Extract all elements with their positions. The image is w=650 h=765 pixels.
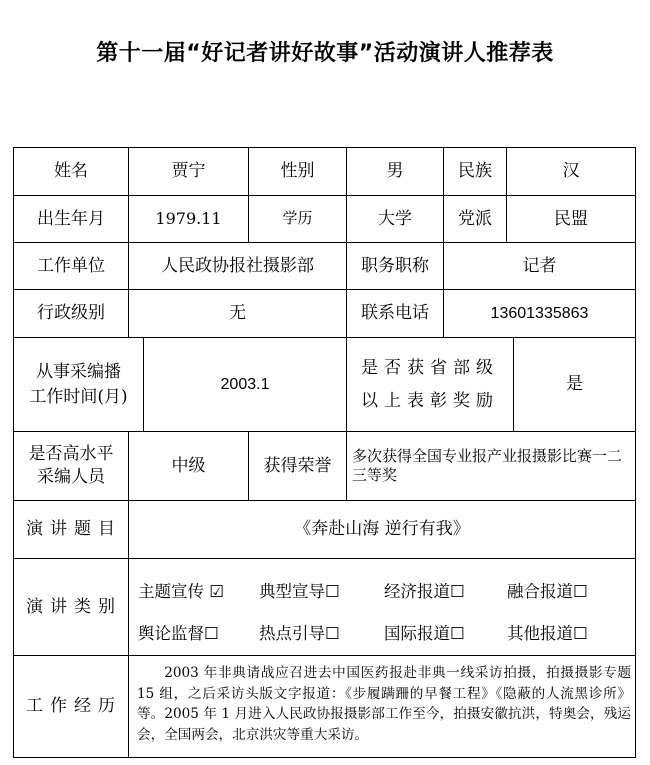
education-value: 大学 bbox=[378, 208, 412, 229]
birth-value: 1979.11 bbox=[155, 209, 222, 229]
award-question-label bbox=[347, 338, 513, 431]
category-option[interactable]: 主题宣传 ☑ bbox=[138, 582, 225, 601]
honors-value: 多次获得全国专业报产业报摄影比赛一二三等奖 bbox=[352, 446, 623, 484]
work-time-label-line2: 工作时间(月) bbox=[29, 386, 128, 407]
col-line bbox=[346, 431, 347, 500]
award-question-line2: 以上表彰奖励 bbox=[361, 390, 499, 411]
page-title: 第十一届“好记者讲好故事”活动演讲人推荐表 bbox=[96, 41, 554, 66]
position-value: 记者 bbox=[522, 255, 557, 276]
category-option[interactable]: 融合报道☐ bbox=[507, 582, 588, 601]
category-option[interactable]: 国际报道☐ bbox=[384, 624, 465, 643]
award-question-line1: 是否获省部级 bbox=[361, 358, 499, 379]
ethnicity-value: 汉 bbox=[562, 161, 580, 182]
experience-label: 工作经历 bbox=[26, 696, 122, 717]
experience-text: 2003 年非典请战应召进去中国医药报赴非典一线采访拍摄，拍摄摄影专题 15 组，之后采访头版文字报道：《步履蹒跚的早餐工程》《隐蔽的人流黑诊所》等。2005 年 1 月进入人民政协报摄影部工作至今，拍摄安徽抗洪，特奥会，残运会，全国两会，北京洪灾等重大采访。 bbox=[137, 665, 631, 743]
speech-title-value: 《奔赴山海 逆行有我》 bbox=[294, 519, 470, 540]
gender-label: 性别 bbox=[280, 161, 315, 182]
admin-level-label: 行政级别 bbox=[37, 303, 105, 324]
employer-label: 工作单位 bbox=[37, 255, 105, 276]
honors-label: 获得荣誉 bbox=[263, 455, 332, 476]
work-time-label-line1: 从事采编播 bbox=[36, 361, 121, 382]
high-level-value: 中级 bbox=[171, 455, 206, 476]
phone-label: 联系电话 bbox=[361, 303, 429, 324]
gender-value: 男 bbox=[386, 161, 404, 182]
admin-level-value: 无 bbox=[229, 303, 246, 324]
party-value: 民盟 bbox=[554, 208, 588, 229]
category-option[interactable]: 舆论监督☐ bbox=[138, 624, 219, 643]
high-level-label-line1: 是否高水平 bbox=[28, 444, 114, 465]
table-border-right bbox=[635, 147, 636, 758]
party-label: 党派 bbox=[458, 208, 492, 229]
category-option[interactable]: 典型宣导☐ bbox=[259, 582, 340, 601]
education-label: 学历 bbox=[282, 209, 313, 228]
ethnicity-label: 民族 bbox=[458, 161, 492, 182]
phone-value: 13601335863 bbox=[490, 304, 589, 322]
category-option[interactable]: 经济报道☐ bbox=[384, 582, 465, 601]
name-label: 姓名 bbox=[54, 161, 88, 182]
high-level-label bbox=[14, 432, 128, 500]
speech-title-label: 演讲题目 bbox=[26, 519, 122, 540]
work-time-value: 2003.1 bbox=[220, 375, 270, 393]
high-level-label-line2: 采编人员 bbox=[37, 467, 105, 487]
employer-value: 人民政协报社摄影部 bbox=[161, 255, 314, 276]
award-question-value: 是 bbox=[566, 374, 583, 395]
table-border-bottom bbox=[13, 757, 636, 758]
work-time-label bbox=[14, 338, 143, 431]
category-label: 演讲类别 bbox=[26, 596, 122, 617]
category-option[interactable]: 其他报道☐ bbox=[507, 624, 588, 643]
name-value: 贾宁 bbox=[171, 161, 206, 182]
position-label: 职务职称 bbox=[361, 255, 429, 276]
category-option[interactable]: 热点引导☐ bbox=[259, 624, 340, 643]
birth-label: 出生年月 bbox=[37, 208, 105, 229]
